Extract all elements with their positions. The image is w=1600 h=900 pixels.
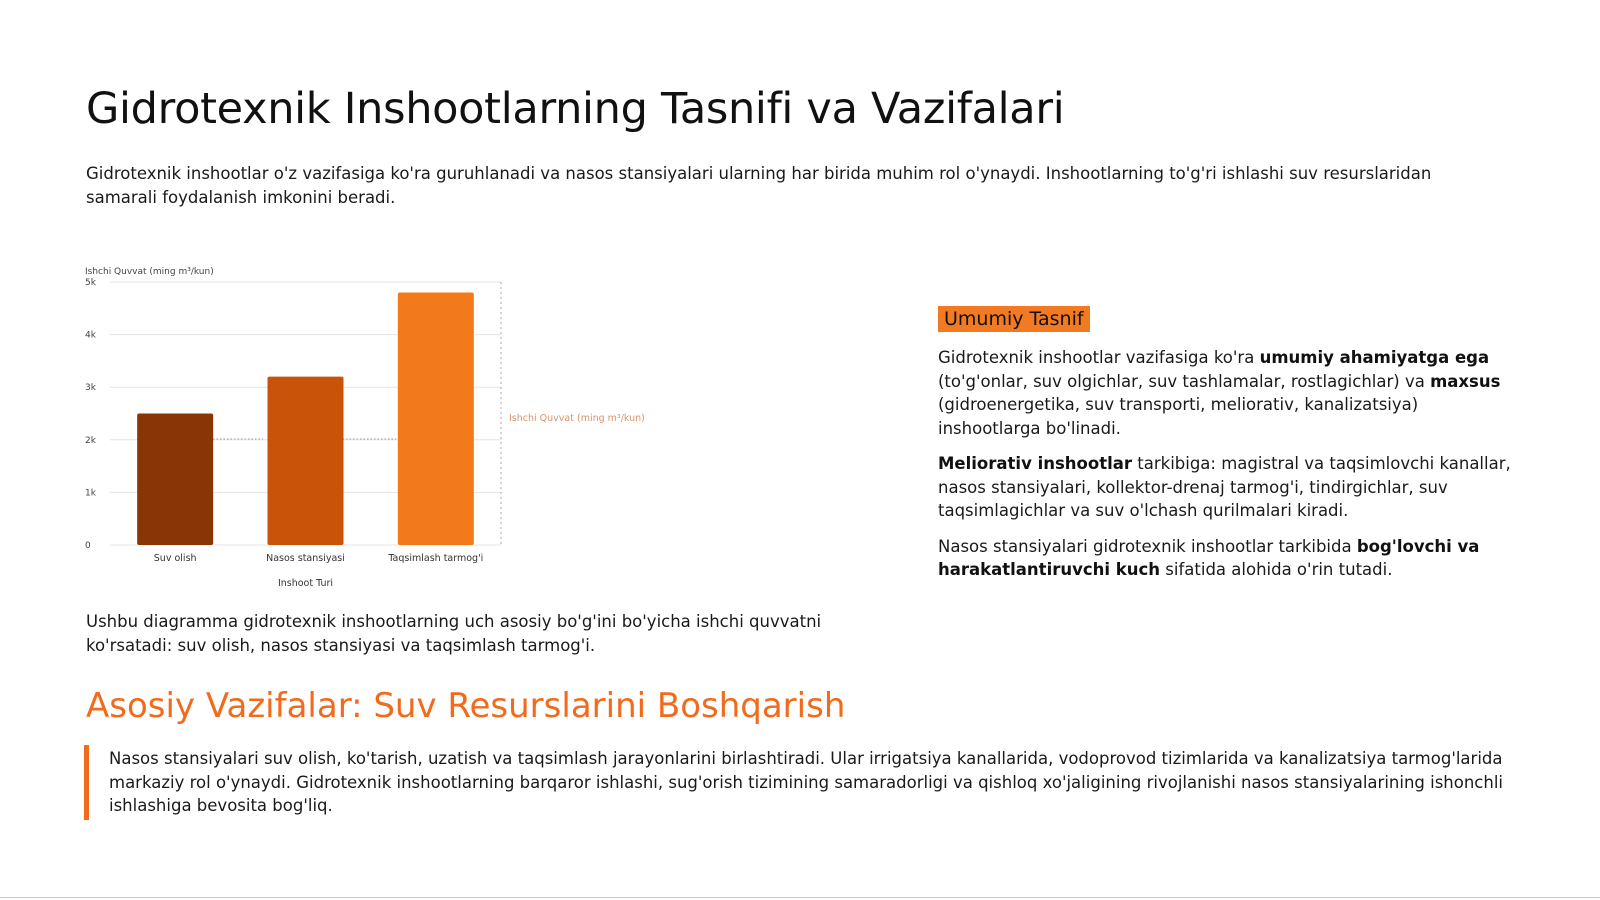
p2-text: tarkibiga: magistral va taqsimlovchi kanallar, nasos stansiyalari, kollektor-drenaj tarmog'i, tindirgichlar, suv taqsimlagichlar va suv o'lchash qurilmalari kiradi.	[938, 454, 1511, 520]
bar	[398, 293, 474, 545]
p1-bold-general: umumiy ahamiyatga ega	[1259, 348, 1490, 367]
x-axis-title: Inshoot Turi	[277, 578, 334, 589]
p1-bold-special: maxsus	[1430, 371, 1501, 391]
y-tick-label: 5k	[85, 278, 96, 288]
y-tick-label: 4k	[85, 330, 96, 341]
y-axis-title: Ishchi Quvvat (ming m³/kun)	[85, 267, 214, 277]
classification-panel	[938, 306, 1518, 594]
x-tick-label: Nasos stansiyasi	[266, 553, 345, 564]
quote-block	[84, 745, 1539, 820]
section-badge: Umumiy Tasnif	[938, 306, 1090, 332]
bottom-divider	[0, 897, 1600, 898]
section-title: Asosiy Vazifalar: Suv Resurslarini Boshqarish	[86, 686, 846, 726]
bar	[137, 414, 213, 546]
x-tick-label: Suv olish	[153, 553, 197, 564]
y-tick-label: 2k	[85, 435, 96, 446]
p3-text-a: Nasos stansiyalari gidrotexnik inshootlar tarkibida	[938, 536, 1357, 556]
y-tick-label: 0	[85, 541, 91, 551]
classification-paragraph	[938, 346, 1518, 440]
legend-label: Ishchi Quvvat (ming m³/kun)	[509, 413, 645, 424]
p2-bold-melioration: Meliorativ inshootlar	[938, 454, 1133, 473]
p1-text-c: (to'g'onlar, suv olgichlar, suv tashlamalar, rostlagichlar) va	[938, 371, 1431, 391]
intro-text: Gidrotexnik inshootlar o'z vazifasiga ko'ra guruhlanadi va nasos stansiyalari ularning har birida muhim rol o'ynaydi. Inshootlarning to'g'ri ishlashi suv resurslaridan samarali foydalanish imkonini beradi.	[86, 164, 1432, 207]
bar-chart	[80, 262, 680, 606]
p3-text-c: sifatida alohida o'rin tutadi.	[1160, 560, 1393, 579]
x-tick-label: Taqsimlash tarmog'i	[388, 553, 484, 564]
quote-text: Nasos stansiyalari suv olish, ko'tarish, uzatish va taqsimlash jarayonlarini birlashtiradi. Ular irrigatsiya kanallarida, vodoprovod tizimlarida va kanalizatsiya tarmog'larida markaziy rol o'ynaydi. Gidrotexnik inshootlarning barqaror ishlashi, sug'orish tizimining samaradorligi va qishloq xo'jaligining rivojlanishi nasos stansiyalarining ishonchli ishlashiga bevosita bog'liq.	[109, 749, 1504, 815]
p1-text-e: (gidroenergetika, suv transporti, meliorativ, kanalizatsiya) inshootlarga bo'linadi.	[938, 395, 1419, 438]
melioration-paragraph	[938, 452, 1518, 523]
y-tick-label: 3k	[85, 383, 96, 394]
y-tick-label: 1k	[85, 488, 96, 499]
p3-bold-role: bog'lovchi va harakatlantiruvchi kuch	[938, 536, 1480, 579]
p1-text-a: Gidrotexnik inshootlar vazifasiga ko'ra	[938, 348, 1260, 367]
page-title: Gidrotexnik Inshootlarning Tasnifi va Vazifalari	[86, 84, 1065, 134]
pump-role-paragraph	[938, 535, 1518, 582]
bar	[268, 377, 344, 545]
chart-caption: Ushbu diagramma gidrotexnik inshootlarning uch asosiy bo'g'ini bo'yicha ishchi quvvatni ko'rsatadi: suv olish, nasos stansiyasi va taqsimlash tarmog'i.	[86, 612, 822, 655]
chart-container	[80, 262, 680, 606]
